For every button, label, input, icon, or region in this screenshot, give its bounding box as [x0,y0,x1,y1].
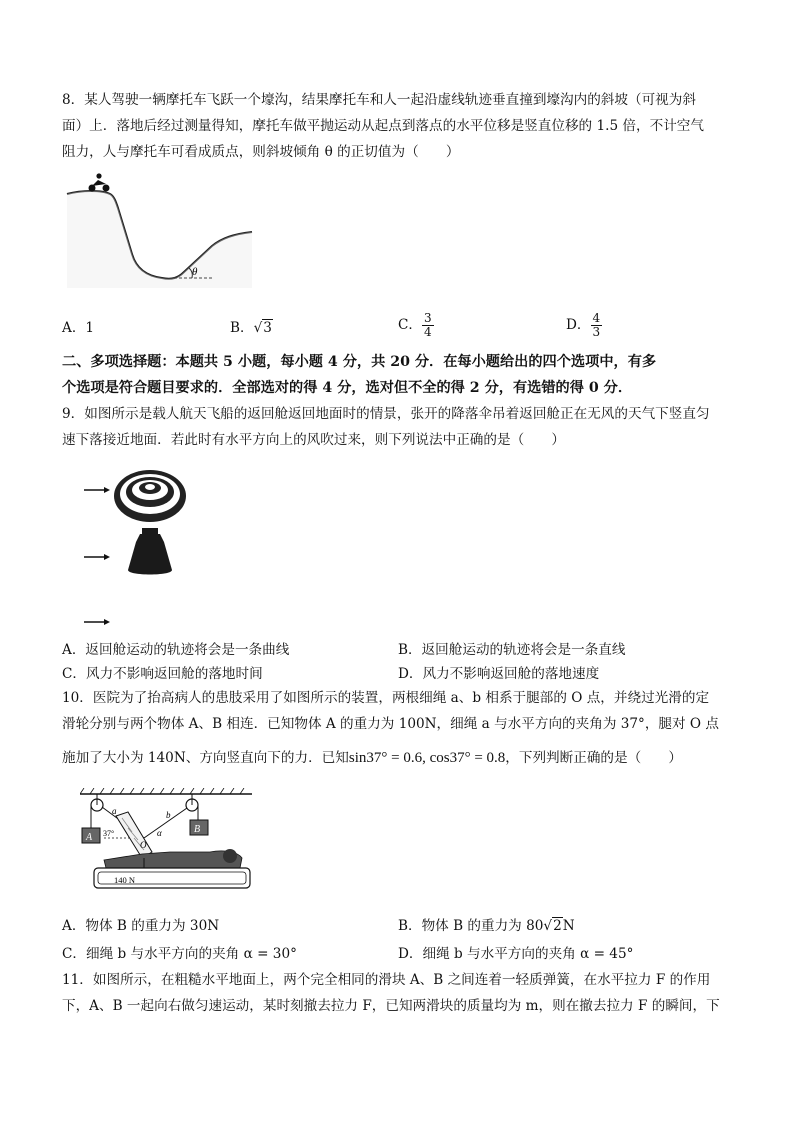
q8-line-2: 面）上．落地后经过测量得知，摩托车做平抛运动从起点到落点的水平位移是竖直位移的 1.5 倍，不计空气 [62,118,704,134]
pulley-icon [186,794,198,811]
q10-line-3: 施加了大小为 140N、方向竖直向下的力．已知sin37° = 0.6, cos37° = 0.8，下列判断正确的是（ ） [62,750,682,766]
q9-option-c: C．风力不影响返回舱的落地时间 [62,666,263,682]
traction-figure [80,788,255,893]
svg-text:a: a [112,806,117,816]
wind-arrow-icon [84,619,110,625]
wind-arrow-icon [84,487,110,493]
motorcycle-icon [89,173,110,191]
q10-option-c: C．细绳 b 与水平方向的夹角 α = 30° [62,946,297,962]
q8-option-d: D． $\frac{4}{3}$ [566,311,601,339]
q10-line-1: 10．医院为了抬高病人的患肢采用了如图所示的装置，两根细绳 a、b 相系于腿部的 O 点，并绕过光滑的定 [62,690,710,706]
q8-option-b: B．√3 [230,320,272,336]
q10-option-d: D．细绳 b 与水平方向的夹角 α = 45° [398,946,634,962]
q9-line-2: 速下落接近地面．若此时有水平方向上的风吹过来，则下列说法中正确的是（ ） [62,432,565,448]
pulley-icon [91,794,103,811]
q9-option-a: A．返回舱运动的轨迹将会是一条曲线 [62,642,290,658]
capsule-icon [128,528,172,575]
parachute-capsule-figure [80,462,200,632]
svg-text:B: B [194,824,201,835]
wind-arrow-icon [84,554,110,560]
force-label: 140 N [114,875,136,885]
q10-option-a: A．物体 B 的重力为 30N [62,918,220,934]
section-2-heading-line-1: 二、多项选择题：本题共 5 小题，每小题 4 分，共 20 分．在每小题给出的四个选项中，有多 [62,354,657,370]
q8-line-1: 8．某人驾驶一辆摩托车飞跃一个壕沟，结果摩托车和人一起沿虚线轨迹垂直撞到壕沟内的斜坡（可视为斜 [62,92,696,108]
leg-cast-icon [116,812,152,858]
theta-label: θ [192,266,198,278]
svg-text:O: O [140,840,147,850]
section-2-heading-line-2: 个选项是符合题目要求的．全部选对的得 4 分，选对但不全的得 2 分，有选错的得 0 分． [62,380,633,396]
patient-icon [104,849,242,868]
svg-text:b: b [166,810,171,820]
parachute-icon [114,470,186,522]
q8-line-3: 阻力，人与摩托车可看成质点，则斜坡倾角 θ 的正切值为（ ） [62,144,460,160]
q8-option-a: A．1 [62,320,95,336]
svg-text:α: α [157,828,162,838]
svg-text:A: A [86,832,93,843]
q9-line-1: 9．如图所示是载人航天飞船的返回舱返回地面时的情景，张开的降落伞吊着返回舱正在无风的天气下竖直匀 [62,406,710,422]
q8-option-c: C． $\frac{3}{4}$ [398,311,432,339]
q11-line-2: 下，A、B 一起向右做匀速运动，某时刻撤去拉力 F，已知两滑块的质量均为 m，则在撤去拉力 F 的瞬间，下 [62,998,720,1014]
q9-option-b: B．返回舱运动的轨迹将会是一条直线 [398,642,626,658]
q10-option-b: B．物体 B 的重力为 80√2N [398,918,575,934]
q10-line-2: 滑轮分别与两个物体 A、B 相连．已知物体 A 的重力为 100N，细绳 a 与水平方向的夹角为 37°，腿对 O 点 [62,716,719,732]
svg-text:37°: 37° [103,829,115,838]
ceiling-icon [80,788,252,794]
ditch-figure [62,168,262,288]
q11-line-1: 11．如图所示，在粗糙水平地面上，两个完全相同的滑块 A、B 之间连着一轻质弹簧，在水平拉力 F 的作用 [62,972,711,988]
q9-option-d: D．风力不影响返回舱的落地速度 [398,666,600,682]
